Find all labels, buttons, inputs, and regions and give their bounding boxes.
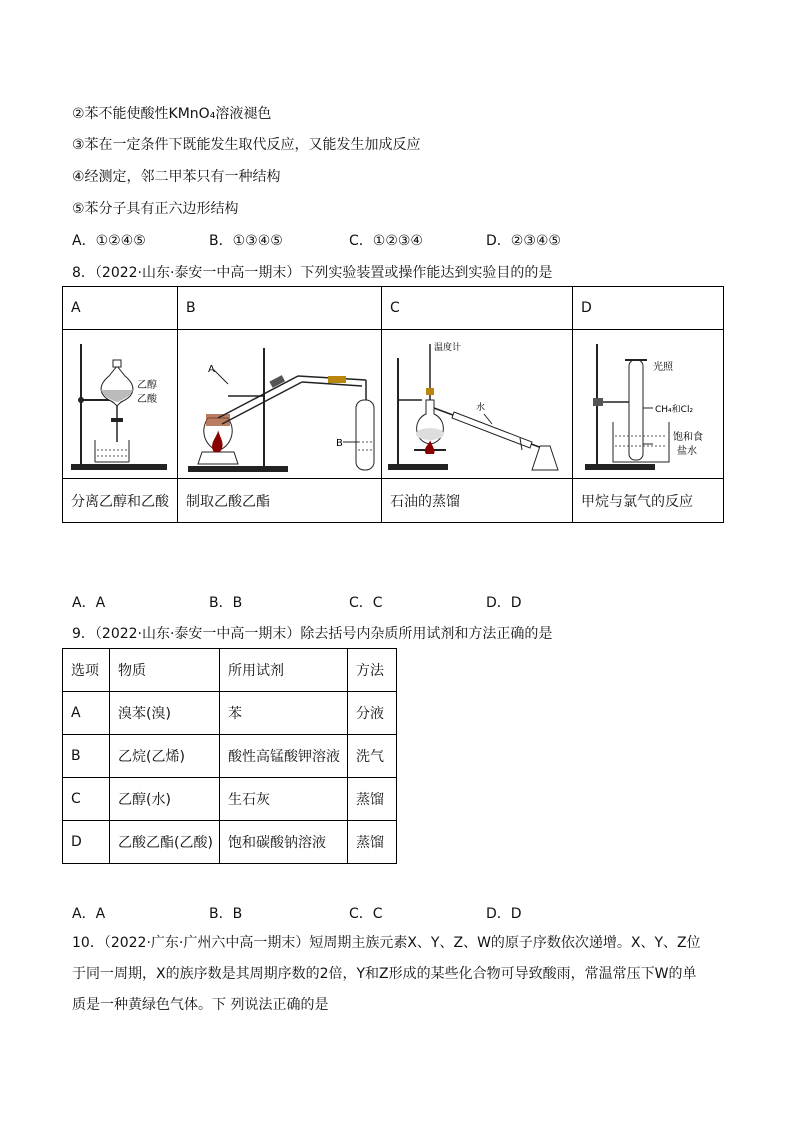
q9-option-b[interactable]: B．B <box>209 906 243 922</box>
statement-5: ⑤苯分子具有正六边形结构 <box>72 201 239 217</box>
q9-cell: C <box>63 778 110 821</box>
q8-caption-d: 甲烷与氯气的反应 <box>573 479 724 523</box>
q9-cell: 生石灰 <box>220 778 348 821</box>
label-ethanol: 乙醇 <box>137 380 157 391</box>
q9-cell: D <box>63 821 110 864</box>
q9-cell: 乙烷(乙烯) <box>110 735 220 778</box>
apparatus-a-cell <box>63 330 178 479</box>
q9-cell: 洗气 <box>348 735 397 778</box>
q9-cell: 饱和碳酸钠溶液 <box>220 821 348 864</box>
q8-header-c: C <box>382 287 573 330</box>
label-water: 水 <box>476 403 486 413</box>
q8-caption-c: 石油的蒸馏 <box>382 479 573 523</box>
q9-stem: 9．（2022·山东·泰安一中高一期末）除去括号内杂质所用试剂和方法正确的是 <box>72 626 553 642</box>
q8-apparatus-table <box>62 286 724 523</box>
q9-cell: 溴苯(溴) <box>110 692 220 735</box>
q8-header-d: D <box>573 287 724 330</box>
q7-option-d[interactable]: D．②③④⑤ <box>486 233 561 249</box>
q8-header-a: A <box>63 287 178 330</box>
q8-option-b[interactable]: B．B <box>209 595 243 611</box>
label-light: 光照 <box>653 362 673 373</box>
statement-4: ④经测定，邻二甲苯只有一种结构 <box>72 169 281 185</box>
table-row <box>63 778 397 821</box>
q8-option-a[interactable]: A．A <box>72 595 106 611</box>
q9-cell: A <box>63 692 110 735</box>
q9-option-d[interactable]: D．D <box>486 906 522 922</box>
table-row <box>63 692 397 735</box>
table-row <box>63 821 397 864</box>
label-thermometer: 温度计 <box>434 343 462 353</box>
label-brine-2: 盐水 <box>677 446 697 457</box>
q7-option-a[interactable]: A．①②④⑤ <box>72 233 146 249</box>
apparatus-c-cell <box>382 330 573 479</box>
statement-3: ③苯在一定条件下既能发生取代反应，又能发生加成反应 <box>72 137 421 153</box>
q9-cell: 乙醇(水) <box>110 778 220 821</box>
q10-line-3: 质是一种黄绿色气体。下 列说法正确的是 <box>72 997 329 1013</box>
q9-cell: 蒸馏 <box>348 821 397 864</box>
q9-header-method: 方法 <box>348 649 397 692</box>
q9-header-row <box>63 649 397 692</box>
q8-stem: 8．（2022·山东·泰安一中高一期末）下列实验装置或操作能达到实验目的的是 <box>72 265 553 281</box>
q9-table <box>62 648 397 864</box>
q9-cell: B <box>63 735 110 778</box>
label-part-a: A <box>208 364 215 375</box>
separatory-funnel-apparatus <box>63 330 177 474</box>
label-gas-mixture: CH₄和Cl₂ <box>655 405 694 415</box>
q7-option-b[interactable]: B．①③④⑤ <box>209 233 283 249</box>
distillation-apparatus <box>382 330 572 474</box>
table-row <box>63 735 397 778</box>
q8-header-b: B <box>178 287 382 330</box>
q10-line-2: 于同一周期，X的族序数是其周期序数的2倍，Y和Z形成的某些化合物可导致酸雨，常温常压下W的单 <box>72 966 697 982</box>
label-part-b: B <box>336 438 343 449</box>
apparatus-b-cell <box>178 330 382 479</box>
apparatus-d-cell <box>573 330 724 479</box>
label-acetic-acid: 乙酸 <box>137 394 157 405</box>
q8-caption-a: 分离乙醇和乙酸 <box>63 479 178 523</box>
q9-cell: 苯 <box>220 692 348 735</box>
q9-cell: 酸性高锰酸钾溶液 <box>220 735 348 778</box>
ester-preparation-apparatus <box>178 330 381 474</box>
q9-option-a[interactable]: A．A <box>72 906 106 922</box>
q8-option-d[interactable]: D．D <box>486 595 522 611</box>
q7-option-c[interactable]: C．①②③④ <box>349 233 423 249</box>
statement-2: ②苯不能使酸性KMnO₄溶液褪色 <box>72 106 272 122</box>
q10-stem <box>72 928 724 1021</box>
methane-chlorination-apparatus <box>573 330 723 474</box>
q9-option-c[interactable]: C．C <box>349 906 383 922</box>
q9-cell: 乙酸乙酯(乙酸) <box>110 821 220 864</box>
q9-header-option: 选项 <box>63 649 110 692</box>
q8-caption-b: 制取乙酸乙酯 <box>178 479 382 523</box>
q10-line-1: 10．（2022·广东·广州六中高一期末）短周期主族元素X、Y、Z、W的原子序数依次递增。X、Y、Z位 <box>72 935 701 951</box>
q9-cell: 分液 <box>348 692 397 735</box>
q8-option-c[interactable]: C．C <box>349 595 383 611</box>
q9-cell: 蒸馏 <box>348 778 397 821</box>
q9-header-substance: 物质 <box>110 649 220 692</box>
q9-header-reagent: 所用试剂 <box>220 649 348 692</box>
label-brine-1: 饱和食 <box>673 432 703 443</box>
